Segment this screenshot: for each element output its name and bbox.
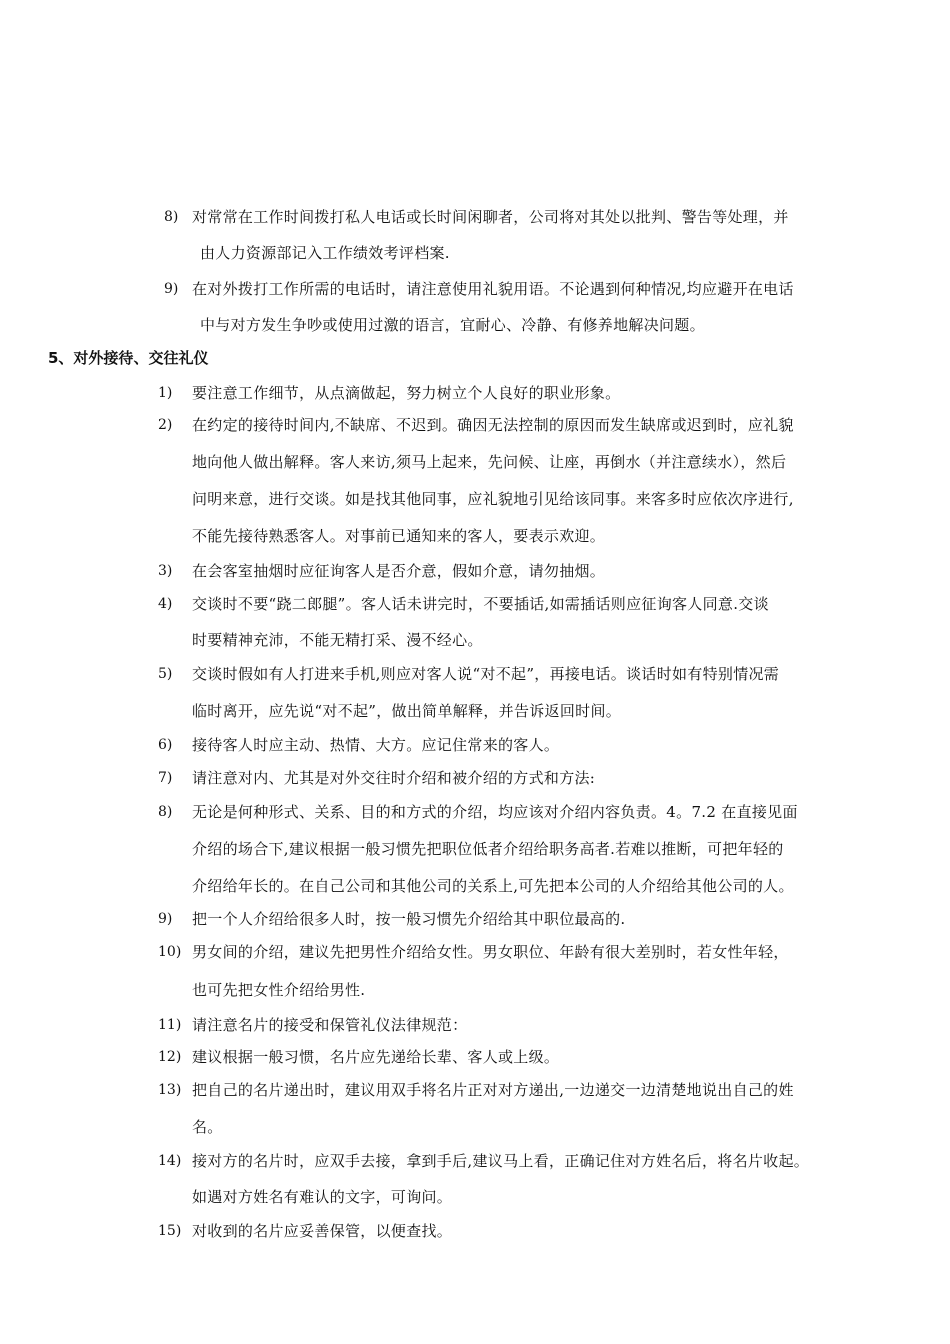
list-item-text: 要注意工作细节，从点滴做起，努力树立个人良好的职业形象。 [192,384,621,402]
list-item-text: 接待客人时应主动、热情、大方。应记住常来的客人。 [192,736,560,754]
list-item-text: 介绍的场合下,建议根据一般习惯先把职位低者介绍给职务高者.若难以推断，可把年轻的 [192,840,784,858]
list-item-text: 请注意名片的接受和保管礼仪法律规范： [192,1016,468,1034]
list-number: 9) [158,911,173,927]
list-number: 14) [158,1153,182,1169]
list-number: 5) [158,666,173,682]
list-number: 9) [164,281,179,297]
list-item-text: 对常常在工作时间拨打私人电话或长时间闲聊者，公司将对其处以批判、警告等处理，并 [192,208,789,226]
list-number: 10) [158,944,182,960]
list-item-text: 无论是何种形式、关系、目的和方式的介绍，均应该对介绍内容负责。4。7.2 在直接见面 [192,803,798,821]
list-item-text: 在会客室抽烟时应征询客人是否介意，假如介意，请勿抽烟。 [192,562,606,580]
list-number: 11) [158,1017,182,1033]
list-item-text: 把自己的名片递出时，建议用双手将名片正对对方递出,一边递交一边清楚地说出自己的姓 [192,1081,794,1099]
list-item-text: 对收到的名片应妥善保管，以便查找。 [192,1222,453,1240]
list-item-text: 问明来意，进行交谈。如是找其他同事，应礼貌地引见给该同事。来客多时应依次序进行, [192,490,794,508]
list-item-text: 由人力资源部记入工作绩效考评档案. [200,244,450,262]
list-number: 6) [158,737,173,753]
list-item-text: 不能先接待熟悉客人。对事前已通知来的客人，要表示欢迎。 [192,527,606,545]
list-item-text: 名。 [192,1118,223,1136]
list-item-text: 如遇对方姓名有难认的文字，可询问。 [192,1188,453,1206]
list-item-text: 地向他人做出解释。客人来访,须马上起来，先问候、让座，再倒水（并注意续水），然后 [192,453,787,471]
list-item-text: 中与对方发生争吵或使用过激的语言，宜耐心、冷静、有修养地解决问题。 [200,316,705,334]
list-number: 15) [158,1223,182,1239]
list-item-text: 男女间的介绍，建议先把男性介绍给女性。男女职位、年龄有很大差别时，若女性年轻， [192,943,789,961]
list-item-text: 在对外拨打工作所需的电话时，请注意使用礼貌用语。不论遇到何种情况,均应避开在电话 [192,280,794,298]
list-number: 8) [158,804,173,820]
list-item-text: 交谈时不要“跷二郎腿”。客人话未讲完时，不要插话,如需插话则应征询客人同意.交谈 [192,595,769,613]
list-number: 1) [158,385,173,401]
list-item-text: 接对方的名片时，应双手去接，拿到手后,建议马上看，正确记住对方姓名后，将名片收起。 [192,1152,810,1170]
list-item-text: 时要精神充沛，不能无精打采、漫不经心。 [192,631,483,649]
list-number: 13) [158,1082,182,1098]
list-item-text: 在约定的接待时间内,不缺席、不迟到。确因无法控制的原因而发生缺席或迟到时，应礼貌 [192,416,794,434]
list-item-text: 交谈时假如有人打进来手机,则应对客人说“对不起”，再接电话。谈话时如有特别情况需 [192,665,780,683]
list-item-text: 介绍给年长的。在自己公司和其他公司的关系上,可先把本公司的人介绍给其他公司的人。 [192,877,794,895]
list-number: 4) [158,596,173,612]
list-item-text: 也可先把女性介绍给男性. [192,981,366,999]
list-item-text: 建议根据一般习惯，名片应先递给长辈、客人或上级。 [192,1048,560,1066]
list-number: 12) [158,1049,182,1065]
list-number: 7) [158,770,173,786]
list-item-text: 临时离开，应先说“对不起”，做出简单解释，并告诉返回时间。 [192,702,622,720]
section-heading: 5、对外接待、交往礼仪 [48,349,209,367]
list-item-text: 把一个人介绍给很多人时，按一般习惯先介绍给其中职位最高的. [192,910,626,928]
list-number: 2) [158,417,173,433]
list-item-text: 请注意对内、尤其是对外交往时介绍和被介绍的方式和方法: [192,769,596,787]
list-number: 3) [158,563,173,579]
list-number: 8) [164,209,179,225]
